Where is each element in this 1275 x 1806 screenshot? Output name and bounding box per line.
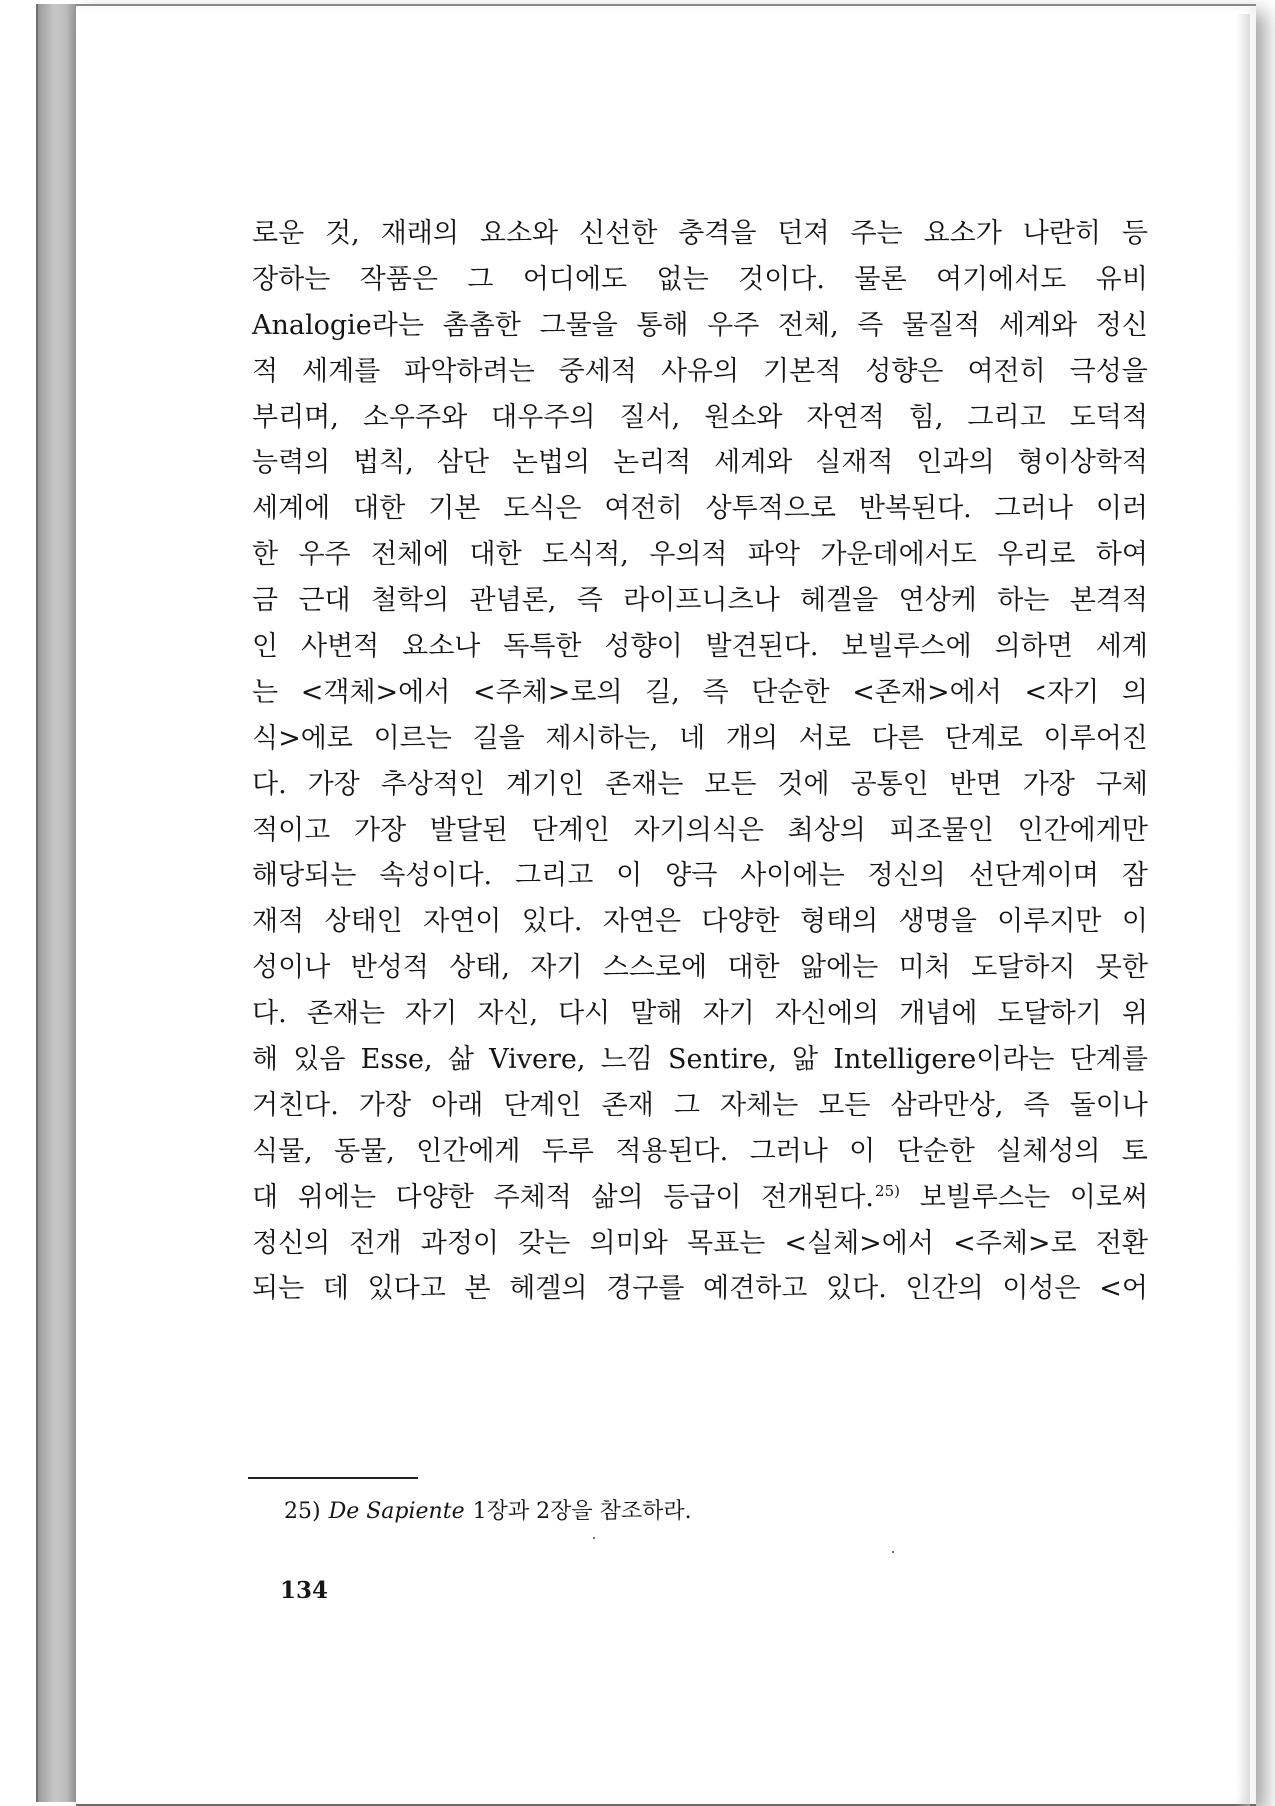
word: 형태의	[799, 906, 879, 938]
word: 법칙,	[353, 447, 414, 479]
text-line	[252, 624, 1148, 670]
word: 부리며,	[252, 401, 339, 433]
word: 성향은	[865, 355, 944, 387]
word: 소우주와	[362, 401, 468, 433]
word: 다양한	[395, 1181, 474, 1213]
word: 없는	[656, 263, 709, 295]
word: 능력의	[252, 447, 331, 479]
word: 우주	[707, 309, 760, 341]
word: 반복된다.	[858, 493, 972, 525]
word: 인과의	[916, 447, 995, 479]
word: 본격적	[1069, 585, 1148, 617]
footnote-reference: 25)	[875, 1181, 900, 1200]
text-line	[252, 486, 1148, 532]
word: Sentire,	[668, 1044, 777, 1076]
word: 금	[252, 585, 279, 617]
text-line	[252, 1083, 1148, 1129]
word: 단순한	[751, 676, 830, 708]
text-line	[252, 1129, 1148, 1175]
word: 그	[467, 263, 494, 295]
word: 개의	[725, 722, 779, 754]
word: 사변적	[300, 631, 380, 663]
word: 하여	[1095, 539, 1148, 571]
word: 던져	[777, 218, 830, 249]
word: 계기인	[505, 768, 585, 800]
word: 라이프니츠나	[623, 585, 780, 617]
word: 인간에게만	[1017, 814, 1148, 846]
word: 이	[616, 860, 643, 892]
word: 이성은	[1002, 1273, 1081, 1305]
text-line	[252, 211, 1148, 257]
word: 예견하고	[703, 1273, 808, 1305]
word: 다.	[252, 768, 287, 800]
word: 헤겔의	[509, 1273, 588, 1305]
word: 단계로	[944, 722, 1023, 754]
word: 단계를	[1069, 1044, 1148, 1076]
word: 전체에	[370, 539, 450, 571]
word: 충격을	[678, 218, 757, 249]
word: 있다.	[826, 1273, 887, 1305]
word: 잠	[1121, 860, 1148, 892]
word: 길을	[472, 722, 525, 754]
word: 원소와	[704, 401, 783, 433]
word: 유비	[1095, 263, 1148, 295]
word: Intelligere이라는	[833, 1044, 1055, 1076]
text-line	[252, 532, 1148, 578]
word: 말해	[630, 998, 683, 1030]
word: 실재적	[815, 447, 894, 479]
word: 연상케	[898, 585, 977, 617]
word: 요소와	[479, 218, 559, 249]
word: 형이상학적	[1017, 447, 1148, 479]
word: 단계인	[503, 1089, 582, 1121]
word: 여전히	[967, 355, 1046, 387]
word: 스스로에	[602, 952, 708, 984]
word: 다시	[558, 998, 611, 1030]
word: 질서,	[619, 401, 681, 433]
word: 대한	[727, 952, 780, 984]
word: 존재	[601, 1089, 654, 1121]
word: 물질적	[902, 309, 981, 341]
word: Vivere,	[489, 1044, 586, 1076]
word: 길,	[645, 676, 680, 708]
word: 속성이다.	[379, 860, 493, 892]
word: 하는	[997, 585, 1050, 617]
word: 대한	[353, 493, 406, 525]
word: 상태인	[324, 906, 403, 938]
word: 앎에는	[799, 952, 879, 984]
word: <실체>에서	[784, 1227, 934, 1259]
word: <주체>로의	[472, 676, 623, 708]
word: 세계와	[998, 309, 1078, 341]
word: 사이에는	[740, 860, 845, 892]
word: 반성적	[350, 952, 429, 984]
word: 자연은	[602, 906, 682, 938]
word: 갖는	[518, 1227, 571, 1259]
word: 파악하려는	[404, 355, 535, 387]
word: 극성을	[1069, 355, 1148, 387]
word: 이로써	[1069, 1181, 1148, 1213]
word: 자기	[405, 998, 458, 1030]
word: 개념에	[899, 998, 978, 1030]
text-line	[252, 395, 1148, 441]
word: 자기의식은	[633, 814, 764, 846]
word: 즉	[576, 585, 603, 617]
text-line	[252, 349, 1148, 395]
word: 관념론,	[469, 585, 557, 617]
word: Analogie라는	[252, 309, 424, 341]
word: 모든	[818, 1089, 871, 1121]
word: 로운	[252, 218, 305, 249]
word: 독특한	[503, 631, 582, 663]
word: 양극	[665, 860, 718, 892]
word: 존재는	[306, 998, 385, 1030]
word: Esse,	[360, 1044, 433, 1076]
word: 파악	[747, 539, 801, 571]
body-text	[252, 211, 1148, 1312]
word: 위에는	[297, 1181, 376, 1213]
word: 즉	[857, 309, 884, 341]
word: 이루어진	[1043, 722, 1148, 754]
word: 자신,	[477, 998, 539, 1030]
word: 피조물인	[889, 814, 994, 846]
word: 우주	[298, 539, 351, 571]
text-line	[252, 945, 1148, 991]
word: 돌이나	[1069, 1089, 1148, 1121]
word: 보빌루스는	[919, 1181, 1051, 1213]
text-line	[252, 578, 1148, 624]
word: 중세적	[558, 355, 637, 387]
text-line	[252, 440, 1148, 486]
word: 모든	[704, 768, 757, 800]
word: 자연적	[806, 401, 885, 433]
word: 최상의	[787, 814, 866, 846]
word: 도달하기	[997, 998, 1102, 1030]
text-line	[252, 257, 1148, 303]
word: 이르는	[373, 722, 452, 754]
word: 상태,	[449, 952, 510, 984]
word: 인간의	[905, 1273, 984, 1305]
word: 가장	[1022, 768, 1075, 800]
word: 느낌	[600, 1044, 653, 1076]
word: 삼단	[436, 447, 489, 479]
word: 그러나	[994, 493, 1073, 525]
word: 자기	[702, 998, 755, 1030]
word: <주체>로	[953, 1227, 1077, 1259]
word: 적	[252, 355, 279, 387]
scan-speck	[593, 1537, 595, 1539]
word: 성향이	[604, 631, 683, 663]
text-line	[252, 899, 1148, 945]
word: 단계인	[531, 814, 610, 846]
text-line	[252, 303, 1148, 349]
word: 발견된다.	[705, 631, 819, 663]
word: 사유의	[660, 355, 740, 387]
word: 해	[252, 1044, 279, 1076]
word: 앎	[792, 1044, 819, 1076]
word: 전개	[349, 1227, 402, 1259]
word: 촘촘한	[442, 309, 521, 341]
word: 구체	[1095, 768, 1148, 800]
word: 못한	[1095, 952, 1148, 984]
word: 과정이	[420, 1227, 500, 1259]
word: 전체,	[777, 309, 839, 341]
text-line	[252, 670, 1148, 716]
word: 반면	[949, 768, 1002, 800]
footnote-title: De Sapiente	[328, 1499, 465, 1524]
word: 요소나	[402, 631, 481, 663]
word: 자신에의	[774, 998, 880, 1030]
word: 그리고	[515, 860, 594, 892]
word: 기본적	[763, 355, 842, 387]
word: 거친다.	[252, 1089, 339, 1121]
word: 즉	[702, 676, 729, 708]
word: 정신	[1095, 309, 1148, 341]
word: 존재는	[605, 768, 684, 800]
word: 힘,	[908, 401, 944, 433]
text-line	[252, 716, 1148, 762]
word: 동물,	[334, 1135, 395, 1167]
text-line	[252, 1221, 1148, 1267]
word: 생명을	[898, 906, 977, 938]
word: 재래의	[380, 218, 459, 249]
word: 근대	[298, 585, 351, 617]
word: 네	[679, 722, 706, 754]
word: 가장	[358, 1089, 412, 1121]
book-spine-edge	[36, 4, 78, 1802]
scan-speck	[892, 1551, 894, 1553]
word: 식>에로	[252, 722, 353, 754]
word: 세계를	[302, 355, 381, 387]
word: 실체성의	[996, 1135, 1101, 1167]
word: 주는	[850, 218, 903, 249]
word: 두루	[541, 1135, 594, 1167]
word: 다.	[252, 998, 287, 1030]
word: 미처	[898, 952, 951, 984]
word: 즉	[1023, 1089, 1050, 1121]
word: 것에	[777, 768, 830, 800]
word: 요소가	[923, 218, 1002, 249]
word: 토	[1121, 1135, 1148, 1167]
word: 것이다.	[738, 263, 825, 295]
word: 그리고	[967, 401, 1046, 433]
word: 철학의	[370, 585, 450, 617]
text-line	[252, 991, 1148, 1037]
word: 우리로	[997, 539, 1076, 571]
word: 세계와	[714, 447, 793, 479]
word: 물론	[854, 263, 907, 295]
word: 의	[1121, 676, 1148, 708]
word: <존재>에서	[852, 676, 1002, 708]
word: 작품은	[359, 263, 438, 295]
word: 있다.	[521, 906, 583, 938]
footnote-number: 25)	[284, 1499, 321, 1524]
word: 논법의	[511, 447, 591, 479]
word: 삶의	[591, 1181, 644, 1213]
word: 자기	[530, 952, 583, 984]
word: 경구를	[606, 1273, 685, 1305]
word: 데	[322, 1273, 349, 1305]
word: 아래	[431, 1089, 484, 1121]
word: 이	[849, 1135, 876, 1167]
word: 도식은	[503, 493, 582, 525]
word: 정신의	[252, 1227, 331, 1259]
word: 해당되는	[252, 860, 357, 892]
footnote-text: 1장과 2장을 참조하라.	[472, 1499, 692, 1524]
text-line	[252, 1175, 1148, 1221]
word: 가장	[307, 768, 360, 800]
word: 의하면	[994, 631, 1073, 663]
word: 신선한	[579, 218, 658, 249]
word: 목표는	[686, 1227, 766, 1259]
word: <자기	[1024, 676, 1100, 708]
text-line	[252, 1037, 1148, 1083]
word: 삶	[447, 1044, 474, 1076]
word: 되는	[252, 1273, 305, 1305]
word: 헤겔을	[800, 585, 879, 617]
word: 적용된다.	[615, 1135, 729, 1167]
word: 위	[1121, 998, 1148, 1030]
word: 이러	[1095, 493, 1148, 525]
word: 대한	[469, 539, 522, 571]
footnote-separator	[248, 1477, 418, 1479]
word: 자체는	[719, 1089, 799, 1121]
word: 본	[464, 1273, 491, 1305]
word: 도식적,	[542, 539, 629, 571]
word: 그러나	[749, 1135, 828, 1167]
word: 있다고	[367, 1273, 446, 1305]
word: 삼라만상,	[890, 1089, 1004, 1121]
word: 가운데에서도	[820, 539, 977, 571]
word: 나란히	[1022, 218, 1101, 249]
text-line	[252, 762, 1148, 808]
word: 발달된	[429, 814, 508, 846]
word: 인간에게	[416, 1135, 521, 1167]
word: 여기에서도	[935, 263, 1067, 295]
word: 등급이	[663, 1181, 742, 1213]
word: 도달하지	[971, 952, 1076, 984]
word: 자연이	[423, 906, 502, 938]
word: 전환	[1095, 1227, 1148, 1259]
text-line	[252, 1266, 1148, 1312]
text-line	[252, 853, 1148, 899]
word: 논리적	[612, 447, 692, 479]
word: <어	[1099, 1273, 1148, 1305]
word: 것,	[325, 218, 360, 249]
word: 이루지만	[997, 906, 1102, 938]
word: 보빌루스에	[841, 631, 972, 663]
word: 적이고	[252, 814, 331, 846]
word: 전개된다.$^{25)}$	[761, 1181, 900, 1213]
footnote	[284, 1494, 692, 1525]
word: 우의적	[649, 539, 728, 571]
page-edge-shadow	[1236, 14, 1250, 1806]
word: 공통인	[850, 768, 929, 800]
word: 단순한	[896, 1135, 975, 1167]
word: 서로	[798, 722, 851, 754]
word: 다른	[871, 722, 924, 754]
word: 인	[252, 631, 279, 663]
word: 그	[673, 1089, 700, 1121]
word: 제시하는,	[545, 722, 659, 754]
word: 등	[1121, 218, 1148, 249]
word: 그물을	[539, 309, 618, 341]
text-line	[252, 808, 1148, 854]
word: 성이나	[252, 952, 331, 984]
word: 장하는	[252, 263, 331, 295]
word: 통해	[636, 309, 689, 341]
word: 의미와	[589, 1227, 668, 1259]
word: 대	[252, 1181, 279, 1213]
word: 는	[252, 676, 279, 708]
word: 있음	[293, 1044, 346, 1076]
word: 선단계이며	[968, 860, 1099, 892]
word: 식물,	[252, 1135, 313, 1167]
word: 추상적인	[380, 768, 486, 800]
word: 여전히	[604, 493, 683, 525]
word: 도덕적	[1069, 401, 1148, 433]
word: 주체적	[493, 1181, 572, 1213]
word: 대우주의	[491, 401, 596, 433]
word: 상투적으로	[705, 493, 836, 525]
page-number: 134	[280, 1577, 329, 1604]
word: 세계	[1095, 631, 1148, 663]
word: 다양한	[701, 906, 780, 938]
word: 어디에도	[522, 263, 628, 295]
word: 기본	[428, 493, 481, 525]
word: 세계에	[252, 493, 331, 525]
word: 한	[252, 539, 279, 571]
word: 정신의	[867, 860, 946, 892]
word: <객체>에서	[300, 676, 451, 708]
word: 재적	[252, 906, 305, 938]
word: 이	[1121, 906, 1148, 938]
word: 가장	[353, 814, 407, 846]
